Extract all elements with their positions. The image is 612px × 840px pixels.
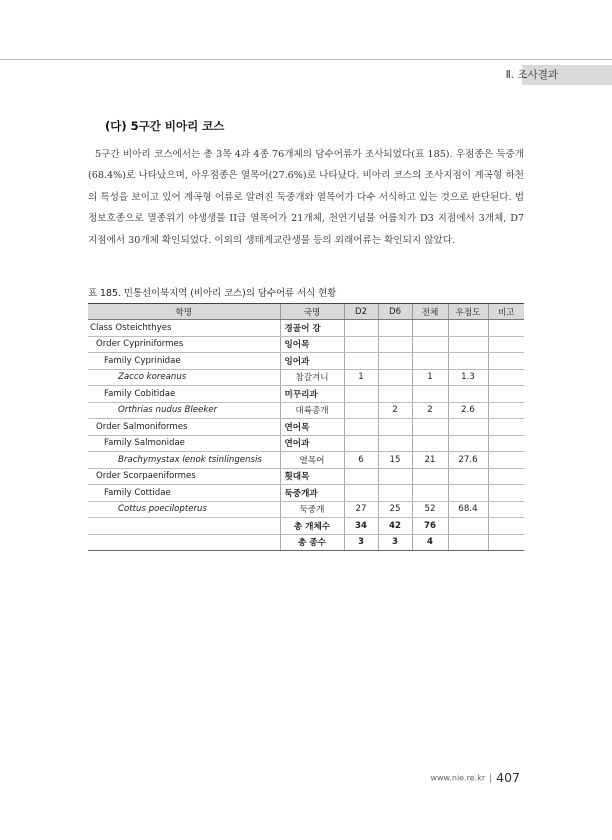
cell-note [488, 485, 524, 502]
cell-total [412, 419, 448, 436]
cell-scientific [88, 518, 280, 535]
footer-separator [490, 774, 491, 783]
cell-d2: 34 [344, 518, 378, 535]
cell-total [412, 468, 448, 485]
cell-korean: 횟대목 [280, 468, 344, 485]
cell-total [412, 485, 448, 502]
cell-d2: 6 [344, 452, 378, 469]
cell-total-label: 총 개체수 [280, 518, 344, 535]
body-paragraph: 5구간 비아리 코스에서는 총 3목 4과 4종 76개체의 담수어류가 조사되었다(표 185). 우점종은 둑중개(68.4%)로 나타났으며, 아우점종은 열목어(27.6%)로 나타났다. 비아리 코스의 조사지점이 계곡형 하천의 특성을 보이고 있어 계곡형 어류로 알려진 둑중개와 열목어가 다수 서식하고 있는 것으로 판단된다. 법정보호종으로 멸종위기 야생생물 II급 열목어가 21개체, 천연기념물 어름치가 D3 지점에서 3개체, D7 지점에서 30개체 확인되었다. 이외의 생태계교란생물 등의 외래어류는 확인되지 않았다. [88, 149, 524, 246]
section-title: (다) 5구간 비아리 코스 [105, 119, 225, 133]
col-header-note: 비고 [488, 304, 524, 320]
cell-dominance: 27.6 [448, 452, 488, 469]
table-row [88, 435, 524, 452]
cell-d2 [344, 485, 378, 502]
cell-scientific: Zacco koreanus [88, 369, 280, 386]
cell-total [412, 386, 448, 403]
cell-korean: 연어목 [280, 419, 344, 436]
cell-total: 1 [412, 369, 448, 386]
cell-d2 [344, 336, 378, 353]
table-total-row [88, 534, 524, 551]
cell-korean: 경골어 강 [280, 320, 344, 337]
cell-d2 [344, 468, 378, 485]
cell-korean: 둑중개과 [280, 485, 344, 502]
cell-total [412, 320, 448, 337]
cell-note [488, 336, 524, 353]
table-header-row [88, 304, 524, 320]
cell-d6: 15 [378, 452, 412, 469]
cell-scientific: Family Salmonidae [88, 435, 280, 452]
cell-note [488, 534, 524, 551]
footer-site: www.nie.re.kr [430, 773, 486, 783]
cell-note [488, 369, 524, 386]
cell-dominance [448, 320, 488, 337]
cell-dominance [448, 386, 488, 403]
cell-dominance [448, 353, 488, 370]
cell-dominance [448, 435, 488, 452]
cell-d2 [344, 353, 378, 370]
cell-scientific: Class Osteichthyes [88, 320, 280, 337]
cell-d6: 25 [378, 501, 412, 518]
cell-dominance: 1.3 [448, 369, 488, 386]
cell-d2: 27 [344, 501, 378, 518]
cell-note [488, 320, 524, 337]
cell-total-label: 총 종수 [280, 534, 344, 551]
table-row [88, 369, 524, 386]
cell-d2 [344, 402, 378, 419]
cell-d6 [378, 435, 412, 452]
cell-note [488, 518, 524, 535]
cell-dominance [448, 419, 488, 436]
cell-total: 2 [412, 402, 448, 419]
cell-korean: 연어과 [280, 435, 344, 452]
cell-korean: 열목어 [280, 452, 344, 469]
cell-d2: 1 [344, 369, 378, 386]
table-row [88, 386, 524, 403]
cell-note [488, 419, 524, 436]
cell-d6: 3 [378, 534, 412, 551]
cell-d2 [344, 386, 378, 403]
cell-dominance [448, 485, 488, 502]
cell-total [412, 435, 448, 452]
cell-korean: 잉어과 [280, 353, 344, 370]
cell-note [488, 452, 524, 469]
cell-total: 76 [412, 518, 448, 535]
cell-dominance [448, 468, 488, 485]
cell-dominance [448, 336, 488, 353]
cell-scientific: Order Cypriniformes [88, 336, 280, 353]
cell-d6 [378, 369, 412, 386]
cell-note [488, 386, 524, 403]
table-row [88, 320, 524, 337]
table-row [88, 501, 524, 518]
cell-d6 [378, 485, 412, 502]
cell-d6 [378, 419, 412, 436]
cell-korean: 미꾸리과 [280, 386, 344, 403]
cell-note [488, 435, 524, 452]
col-header-d2: D2 [344, 304, 378, 320]
col-header-korean: 국명 [280, 304, 344, 320]
cell-scientific: Family Cobitidae [88, 386, 280, 403]
col-header-d6: D6 [378, 304, 412, 320]
cell-total: 4 [412, 534, 448, 551]
cell-scientific: Order Salmoniformes [88, 419, 280, 436]
cell-dominance [448, 534, 488, 551]
cell-d2 [344, 419, 378, 436]
table-row [88, 419, 524, 436]
cell-korean: 잉어목 [280, 336, 344, 353]
body-paragraph-block [88, 144, 524, 251]
cell-total: 21 [412, 452, 448, 469]
cell-note [488, 468, 524, 485]
cell-scientific: Orthrias nudus Bleeker [88, 402, 280, 419]
header-rule [0, 59, 612, 60]
cell-d6: 2 [378, 402, 412, 419]
cell-dominance: 2.6 [448, 402, 488, 419]
col-header-dominance: 우점도 [448, 304, 488, 320]
cell-d6: 42 [378, 518, 412, 535]
cell-total: 52 [412, 501, 448, 518]
chapter-header [0, 65, 612, 85]
cell-d2 [344, 435, 378, 452]
table-row [88, 402, 524, 419]
page-number: 407 [496, 770, 520, 785]
cell-scientific: Brachymystax lenok tsinlingensis [88, 452, 280, 469]
cell-scientific: Family Cottidae [88, 485, 280, 502]
cell-d6 [378, 386, 412, 403]
fish-table [88, 303, 524, 551]
cell-scientific: Cottus poecilopterus [88, 501, 280, 518]
table-total-row [88, 518, 524, 535]
cell-korean: 대륙종개 [280, 402, 344, 419]
cell-total [412, 353, 448, 370]
cell-d2 [344, 320, 378, 337]
col-header-scientific: 학명 [88, 304, 280, 320]
table-row [88, 485, 524, 502]
cell-d6 [378, 468, 412, 485]
cell-scientific: Order Scorpaeniformes [88, 468, 280, 485]
table-row [88, 452, 524, 469]
chapter-title: Ⅱ. 조사결과 [505, 69, 558, 81]
cell-scientific: Family Cyprinidae [88, 353, 280, 370]
cell-total [412, 336, 448, 353]
table-row [88, 336, 524, 353]
cell-d2: 3 [344, 534, 378, 551]
cell-note [488, 501, 524, 518]
cell-dominance [448, 518, 488, 535]
table-row [88, 468, 524, 485]
cell-dominance: 68.4 [448, 501, 488, 518]
cell-d6 [378, 353, 412, 370]
col-header-total: 전체 [412, 304, 448, 320]
cell-note [488, 402, 524, 419]
page-footer [430, 771, 520, 785]
cell-note [488, 353, 524, 370]
table-row [88, 353, 524, 370]
cell-korean: 참갈겨니 [280, 369, 344, 386]
cell-d6 [378, 336, 412, 353]
cell-scientific [88, 534, 280, 551]
cell-d6 [378, 320, 412, 337]
table-caption: 표 185. 민통선이북지역 (비아리 코스)의 담수어류 서식 현황 [88, 288, 337, 299]
cell-korean: 둑중개 [280, 501, 344, 518]
